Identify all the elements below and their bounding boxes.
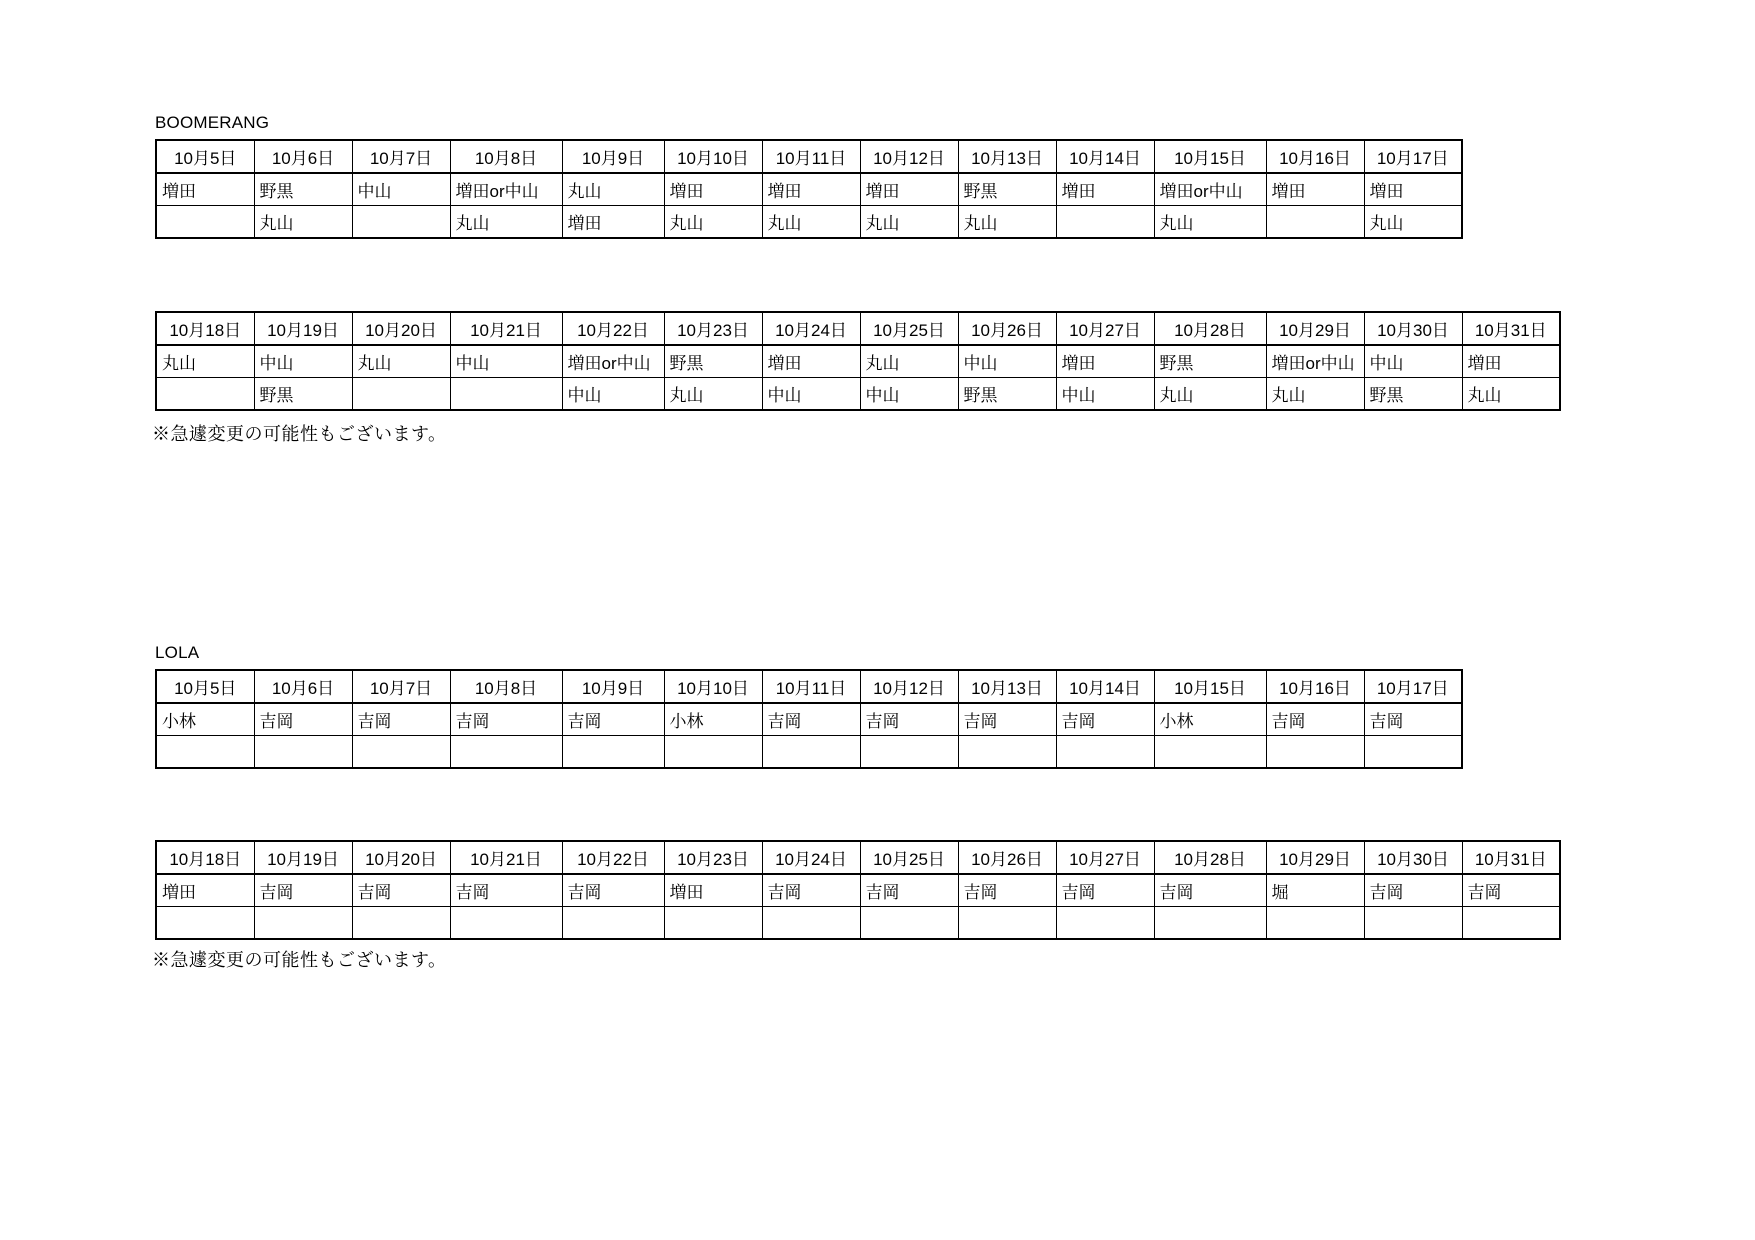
staff-cell bbox=[1154, 907, 1266, 940]
staff-cell: 増田 bbox=[156, 173, 254, 206]
date-header: 10月18日 bbox=[156, 841, 254, 874]
staff-cell: 増田or中山 bbox=[1154, 173, 1266, 206]
date-header: 10月14日 bbox=[1056, 670, 1154, 703]
date-header: 10月19日 bbox=[254, 312, 352, 345]
date-header: 10月27日 bbox=[1056, 841, 1154, 874]
staff-cell: 丸山 bbox=[352, 345, 450, 378]
staff-cell bbox=[860, 736, 958, 769]
staff-cell: 増田 bbox=[1364, 173, 1462, 206]
section-boomerang bbox=[155, 113, 1463, 239]
date-header: 10月31日 bbox=[1462, 312, 1560, 345]
table-row bbox=[156, 907, 1560, 940]
schedule-table-lola-second-half-wrap bbox=[155, 840, 1561, 940]
staff-cell bbox=[352, 378, 450, 411]
staff-cell: 野黒 bbox=[958, 173, 1056, 206]
staff-cell bbox=[860, 907, 958, 940]
staff-cell bbox=[762, 736, 860, 769]
staff-cell: 丸山 bbox=[1154, 378, 1266, 411]
section-lola bbox=[155, 643, 1463, 769]
staff-cell bbox=[664, 907, 762, 940]
staff-cell: 吉岡 bbox=[352, 874, 450, 907]
table-row bbox=[156, 736, 1462, 769]
staff-cell: 吉岡 bbox=[352, 703, 450, 736]
staff-cell bbox=[958, 736, 1056, 769]
date-header: 10月31日 bbox=[1462, 841, 1560, 874]
date-header: 10月8日 bbox=[450, 140, 562, 173]
date-header: 10月22日 bbox=[562, 841, 664, 874]
note-boomerang: ※急遽変更の可能性もございます。 bbox=[152, 424, 447, 444]
staff-cell: 増田 bbox=[1056, 345, 1154, 378]
table-header-row bbox=[156, 140, 1462, 173]
staff-cell bbox=[762, 907, 860, 940]
staff-cell: 吉岡 bbox=[1364, 874, 1462, 907]
staff-cell bbox=[958, 907, 1056, 940]
staff-cell bbox=[1364, 736, 1462, 769]
date-header: 10月30日 bbox=[1364, 312, 1462, 345]
staff-cell: 吉岡 bbox=[860, 703, 958, 736]
staff-cell bbox=[1056, 907, 1154, 940]
schedule-table-lola-first-half bbox=[155, 669, 1463, 769]
date-header: 10月14日 bbox=[1056, 140, 1154, 173]
date-header: 10月23日 bbox=[664, 841, 762, 874]
date-header: 10月29日 bbox=[1266, 312, 1364, 345]
staff-cell: 野黒 bbox=[1364, 378, 1462, 411]
staff-cell: 増田or中山 bbox=[450, 173, 562, 206]
date-header: 10月15日 bbox=[1154, 140, 1266, 173]
staff-cell: 丸山 bbox=[664, 206, 762, 239]
staff-cell: 増田 bbox=[1266, 173, 1364, 206]
staff-cell: 吉岡 bbox=[254, 703, 352, 736]
date-header: 10月30日 bbox=[1364, 841, 1462, 874]
date-header: 10月25日 bbox=[860, 841, 958, 874]
schedule-table-lola-second-half bbox=[155, 840, 1561, 940]
staff-cell bbox=[156, 907, 254, 940]
date-header: 10月11日 bbox=[762, 670, 860, 703]
date-header: 10月9日 bbox=[562, 140, 664, 173]
staff-cell: 増田 bbox=[1056, 173, 1154, 206]
table-row bbox=[156, 206, 1462, 239]
staff-cell: 吉岡 bbox=[762, 703, 860, 736]
date-header: 10月17日 bbox=[1364, 140, 1462, 173]
schedule-table-boomerang-second-half-wrap bbox=[155, 311, 1561, 411]
staff-cell bbox=[1056, 206, 1154, 239]
date-header: 10月8日 bbox=[450, 670, 562, 703]
staff-cell: 吉岡 bbox=[958, 703, 1056, 736]
date-header: 10月28日 bbox=[1154, 841, 1266, 874]
staff-cell: 吉岡 bbox=[860, 874, 958, 907]
date-header: 10月27日 bbox=[1056, 312, 1154, 345]
staff-cell bbox=[254, 736, 352, 769]
staff-cell: 増田 bbox=[664, 874, 762, 907]
date-header: 10月7日 bbox=[352, 140, 450, 173]
staff-cell: 中山 bbox=[860, 378, 958, 411]
date-header: 10月22日 bbox=[562, 312, 664, 345]
schedule-table-boomerang-second-half bbox=[155, 311, 1561, 411]
staff-cell bbox=[1364, 907, 1462, 940]
staff-cell bbox=[156, 378, 254, 411]
staff-cell bbox=[1154, 736, 1266, 769]
schedule-table-boomerang-first-half bbox=[155, 139, 1463, 239]
date-header: 10月16日 bbox=[1266, 140, 1364, 173]
staff-cell: 中山 bbox=[450, 345, 562, 378]
date-header: 10月13日 bbox=[958, 140, 1056, 173]
staff-cell: 吉岡 bbox=[254, 874, 352, 907]
staff-cell: 増田 bbox=[860, 173, 958, 206]
staff-cell: 吉岡 bbox=[1056, 703, 1154, 736]
staff-cell: 増田 bbox=[562, 206, 664, 239]
date-header: 10月6日 bbox=[254, 670, 352, 703]
staff-cell bbox=[562, 736, 664, 769]
staff-cell: 丸山 bbox=[562, 173, 664, 206]
date-header: 10月17日 bbox=[1364, 670, 1462, 703]
staff-cell: 中山 bbox=[352, 173, 450, 206]
staff-cell bbox=[1266, 907, 1364, 940]
staff-cell: 吉岡 bbox=[562, 874, 664, 907]
staff-cell: 吉岡 bbox=[562, 703, 664, 736]
staff-cell: 野黒 bbox=[664, 345, 762, 378]
staff-cell bbox=[352, 907, 450, 940]
note-lola: ※急遽変更の可能性もございます。 bbox=[152, 950, 447, 970]
staff-cell: 中山 bbox=[958, 345, 1056, 378]
staff-cell: 野黒 bbox=[1154, 345, 1266, 378]
staff-cell bbox=[450, 736, 562, 769]
staff-cell: 丸山 bbox=[664, 378, 762, 411]
staff-cell: 吉岡 bbox=[1462, 874, 1560, 907]
staff-cell bbox=[352, 206, 450, 239]
date-header: 10月18日 bbox=[156, 312, 254, 345]
date-header: 10月15日 bbox=[1154, 670, 1266, 703]
staff-cell: 増田 bbox=[762, 345, 860, 378]
staff-cell: 小林 bbox=[1154, 703, 1266, 736]
staff-cell: 丸山 bbox=[762, 206, 860, 239]
staff-cell: 吉岡 bbox=[450, 703, 562, 736]
table-row bbox=[156, 703, 1462, 736]
staff-cell: 丸山 bbox=[958, 206, 1056, 239]
date-header: 10月24日 bbox=[762, 841, 860, 874]
date-header: 10月5日 bbox=[156, 670, 254, 703]
staff-cell: 増田or中山 bbox=[1266, 345, 1364, 378]
staff-cell: 丸山 bbox=[860, 206, 958, 239]
staff-cell: 中山 bbox=[562, 378, 664, 411]
staff-cell: 増田 bbox=[762, 173, 860, 206]
section-title-lola: LOLA bbox=[155, 643, 200, 662]
staff-cell: 小林 bbox=[664, 703, 762, 736]
staff-cell: 増田 bbox=[156, 874, 254, 907]
date-header: 10月28日 bbox=[1154, 312, 1266, 345]
staff-cell: 丸山 bbox=[254, 206, 352, 239]
date-header: 10月13日 bbox=[958, 670, 1056, 703]
date-header: 10月11日 bbox=[762, 140, 860, 173]
date-header: 10月25日 bbox=[860, 312, 958, 345]
staff-cell bbox=[1266, 736, 1364, 769]
table-row bbox=[156, 874, 1560, 907]
table-row bbox=[156, 378, 1560, 411]
staff-cell bbox=[1462, 907, 1560, 940]
date-header: 10月19日 bbox=[254, 841, 352, 874]
date-header: 10月9日 bbox=[562, 670, 664, 703]
staff-cell bbox=[254, 907, 352, 940]
date-header: 10月12日 bbox=[860, 140, 958, 173]
section-title-boomerang: BOOMERANG bbox=[155, 113, 270, 132]
staff-cell: 野黒 bbox=[254, 173, 352, 206]
staff-cell bbox=[1056, 736, 1154, 769]
staff-cell: 増田or中山 bbox=[562, 345, 664, 378]
date-header: 10月16日 bbox=[1266, 670, 1364, 703]
staff-cell bbox=[352, 736, 450, 769]
date-header: 10月23日 bbox=[664, 312, 762, 345]
staff-cell: 中山 bbox=[254, 345, 352, 378]
staff-cell: 吉岡 bbox=[958, 874, 1056, 907]
date-header: 10月12日 bbox=[860, 670, 958, 703]
date-header: 10月21日 bbox=[450, 312, 562, 345]
date-header: 10月26日 bbox=[958, 841, 1056, 874]
staff-cell: 増田 bbox=[664, 173, 762, 206]
date-header: 10月5日 bbox=[156, 140, 254, 173]
staff-cell: 小林 bbox=[156, 703, 254, 736]
table-header-row bbox=[156, 670, 1462, 703]
staff-cell: 増田 bbox=[1462, 345, 1560, 378]
table-header-row bbox=[156, 312, 1560, 345]
staff-cell bbox=[156, 206, 254, 239]
table-row bbox=[156, 345, 1560, 378]
date-header: 10月10日 bbox=[664, 670, 762, 703]
staff-cell: 丸山 bbox=[450, 206, 562, 239]
table-row bbox=[156, 173, 1462, 206]
staff-cell bbox=[450, 378, 562, 411]
date-header: 10月29日 bbox=[1266, 841, 1364, 874]
staff-cell bbox=[562, 907, 664, 940]
date-header: 10月7日 bbox=[352, 670, 450, 703]
staff-cell bbox=[1266, 206, 1364, 239]
staff-cell: 吉岡 bbox=[1056, 874, 1154, 907]
staff-cell: 吉岡 bbox=[1364, 703, 1462, 736]
date-header: 10月26日 bbox=[958, 312, 1056, 345]
staff-cell: 丸山 bbox=[1154, 206, 1266, 239]
staff-cell bbox=[156, 736, 254, 769]
date-header: 10月20日 bbox=[352, 312, 450, 345]
staff-cell: 野黒 bbox=[958, 378, 1056, 411]
staff-cell: 丸山 bbox=[1266, 378, 1364, 411]
date-header: 10月10日 bbox=[664, 140, 762, 173]
staff-cell: 野黒 bbox=[254, 378, 352, 411]
staff-cell bbox=[664, 736, 762, 769]
staff-cell: 吉岡 bbox=[1266, 703, 1364, 736]
staff-cell: 丸山 bbox=[1462, 378, 1560, 411]
staff-cell: 丸山 bbox=[1364, 206, 1462, 239]
staff-cell: 中山 bbox=[1364, 345, 1462, 378]
date-header: 10月20日 bbox=[352, 841, 450, 874]
staff-cell: 丸山 bbox=[156, 345, 254, 378]
date-header: 10月21日 bbox=[450, 841, 562, 874]
date-header: 10月24日 bbox=[762, 312, 860, 345]
staff-cell bbox=[450, 907, 562, 940]
staff-cell: 中山 bbox=[1056, 378, 1154, 411]
staff-cell: 中山 bbox=[762, 378, 860, 411]
staff-cell: 吉岡 bbox=[1154, 874, 1266, 907]
date-header: 10月6日 bbox=[254, 140, 352, 173]
staff-cell: 吉岡 bbox=[762, 874, 860, 907]
table-header-row bbox=[156, 841, 1560, 874]
staff-cell: 堀 bbox=[1266, 874, 1364, 907]
staff-cell: 吉岡 bbox=[450, 874, 562, 907]
staff-cell: 丸山 bbox=[860, 345, 958, 378]
